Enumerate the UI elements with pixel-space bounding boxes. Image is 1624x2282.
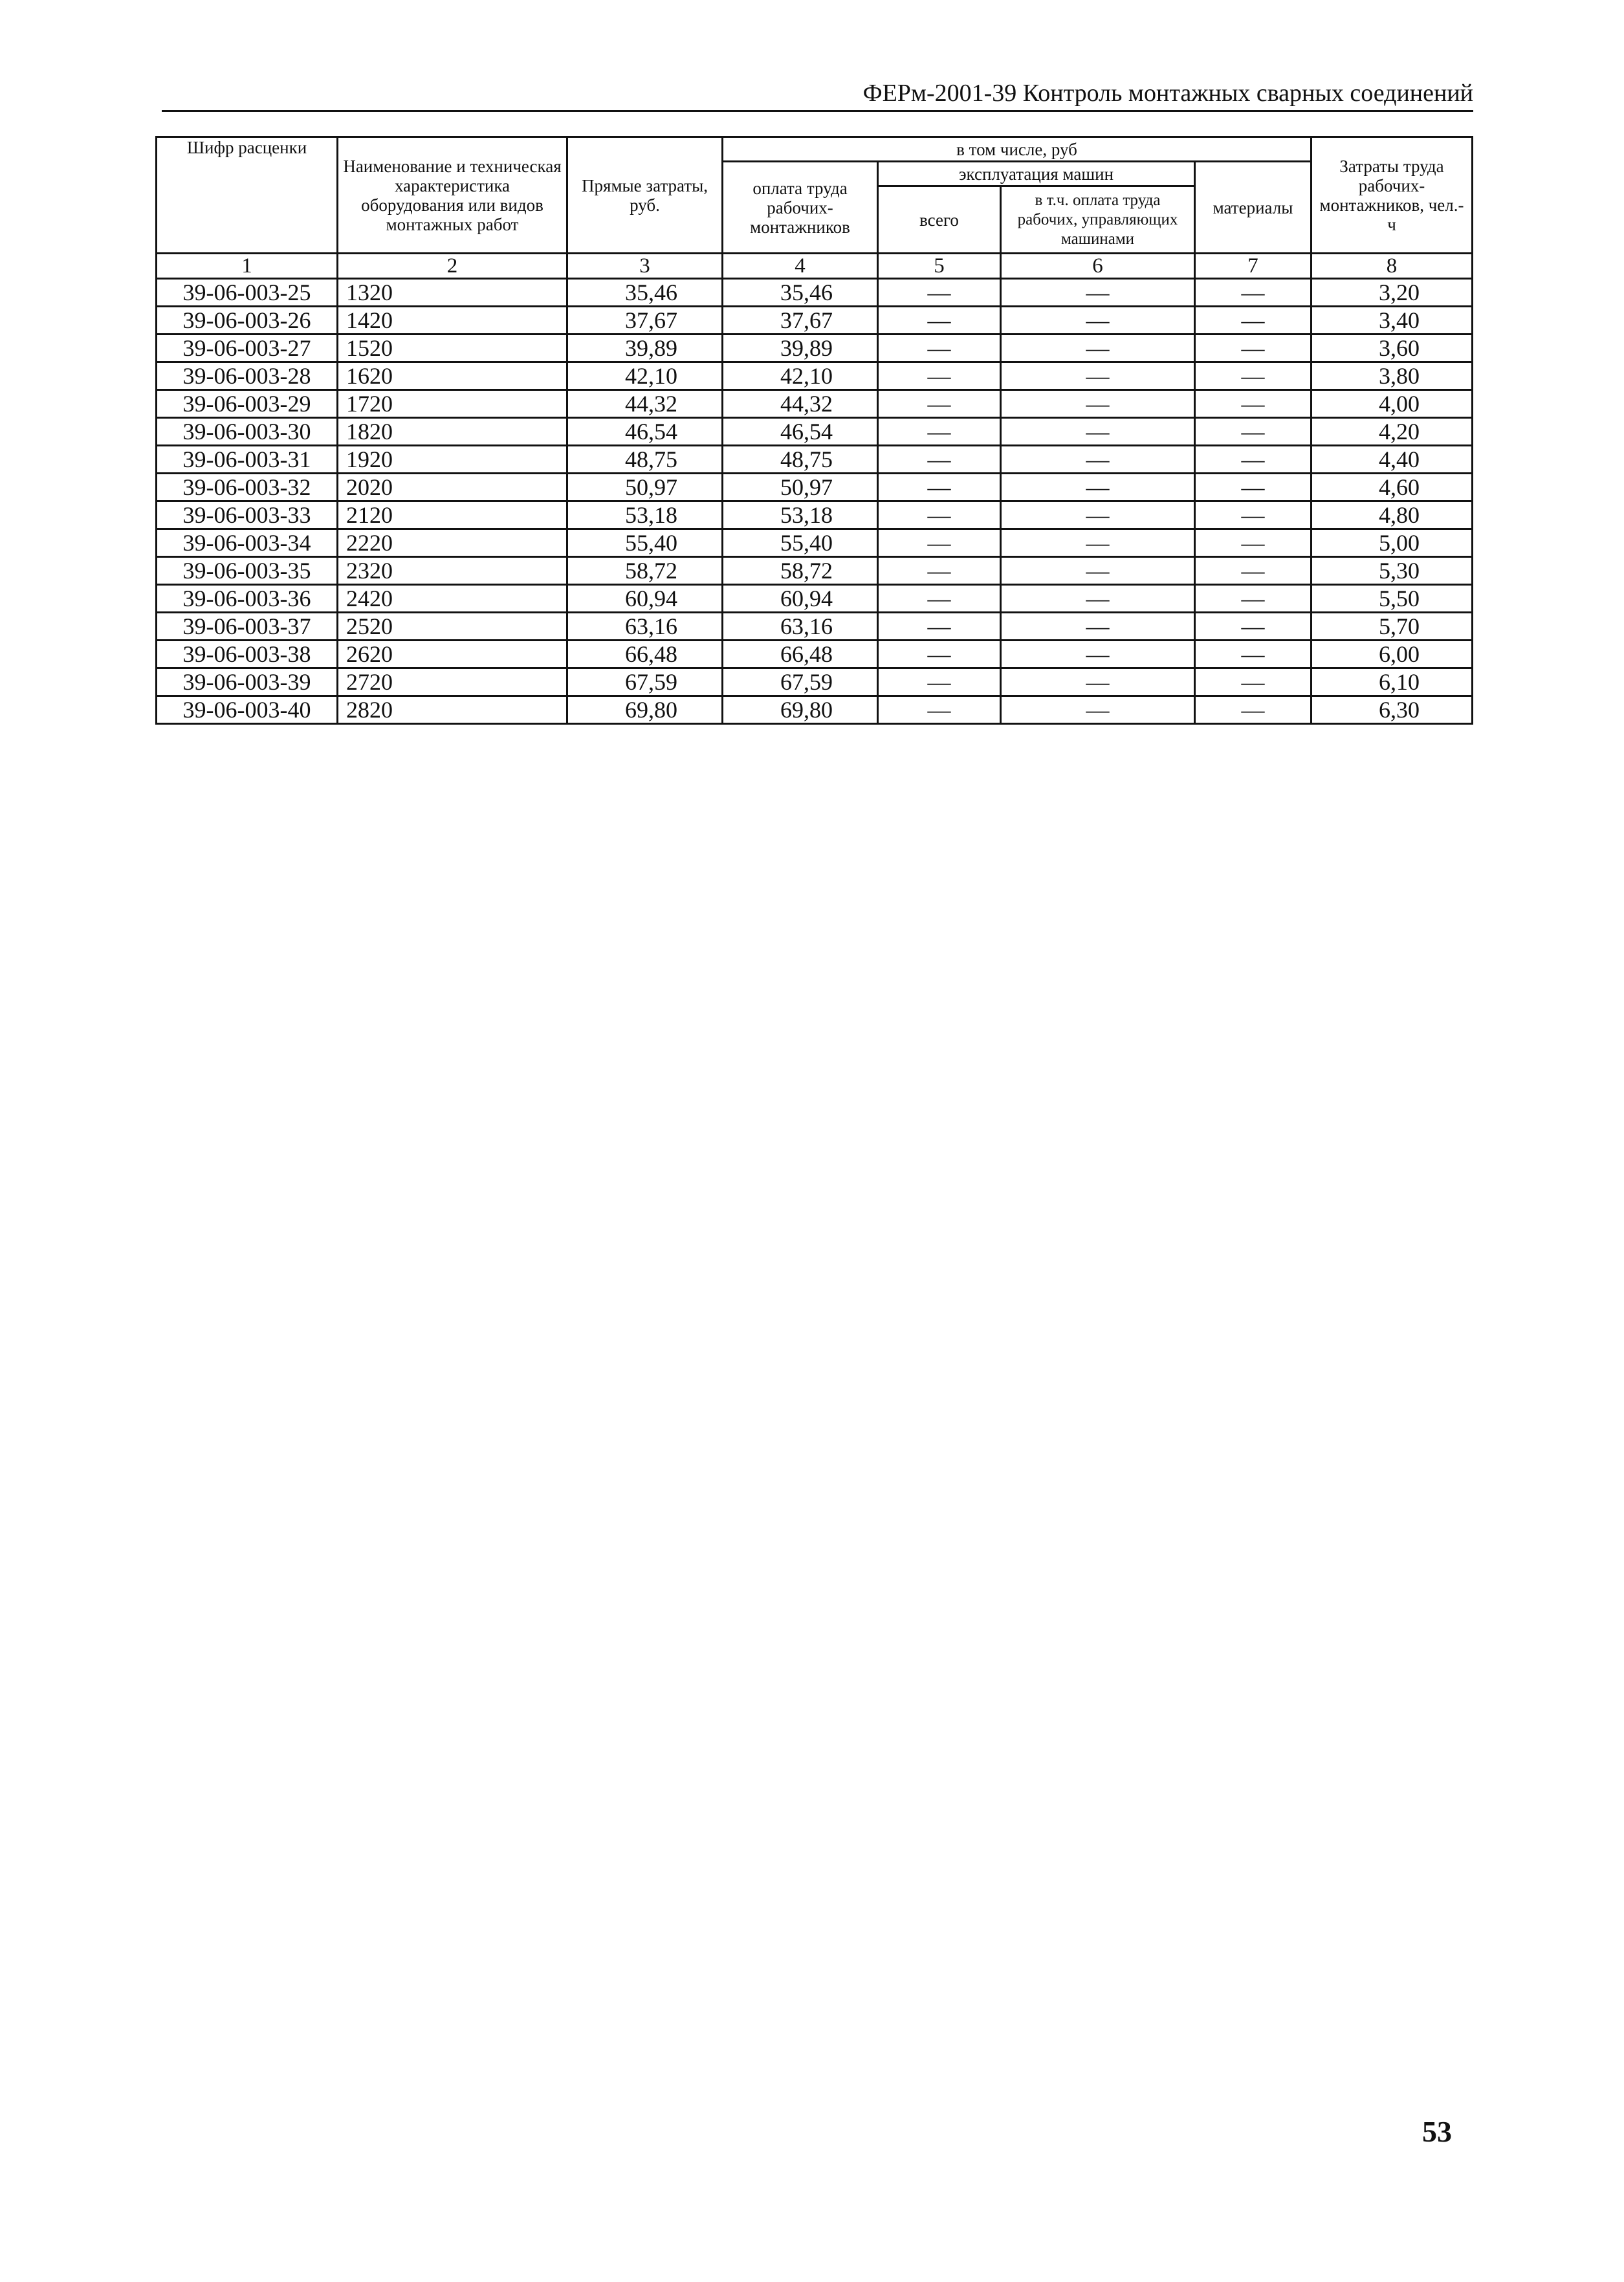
operator-wages-cell: — [1001, 501, 1195, 529]
rate-code-cell: 39-06-003-25 [157, 279, 338, 307]
rate-code-cell: 39-06-003-39 [157, 668, 338, 696]
labor-wages-cell: 48,75 [723, 446, 878, 474]
labor-wages-cell: 58,72 [723, 557, 878, 585]
table-row [157, 279, 1473, 307]
column-numbers-row [157, 254, 1473, 279]
operator-wages-cell: — [1001, 335, 1195, 362]
header-direct-costs: Прямые затраты, руб. [567, 137, 723, 254]
header-machines-total: всего [878, 186, 1001, 254]
table-row [157, 696, 1473, 724]
table-row [157, 390, 1473, 418]
labor-wages-cell: 37,67 [723, 307, 878, 335]
equipment-size-cell: 2520 [338, 613, 567, 641]
column-number: 8 [1311, 254, 1473, 279]
labor-hours-cell: 5,30 [1311, 557, 1473, 585]
machines-total-cell: — [878, 446, 1001, 474]
materials-cell: — [1195, 668, 1311, 696]
operator-wages-cell: — [1001, 696, 1195, 724]
labor-wages-cell: 67,59 [723, 668, 878, 696]
equipment-size-cell: 1720 [338, 390, 567, 418]
direct-costs-cell: 46,54 [567, 418, 723, 446]
direct-costs-cell: 66,48 [567, 641, 723, 668]
machines-total-cell: — [878, 335, 1001, 362]
labor-wages-cell: 55,40 [723, 529, 878, 557]
rate-code-cell: 39-06-003-35 [157, 557, 338, 585]
operator-wages-cell: — [1001, 446, 1195, 474]
labor-hours-cell: 5,50 [1311, 585, 1473, 613]
labor-hours-cell: 4,00 [1311, 390, 1473, 418]
header-name: Наименование и техническая характеристика оборудования или видов монтажных работ [338, 137, 567, 254]
machines-total-cell: — [878, 279, 1001, 307]
table-body [157, 279, 1473, 724]
table-row [157, 501, 1473, 529]
materials-cell: — [1195, 474, 1311, 501]
equipment-size-cell: 1520 [338, 335, 567, 362]
materials-cell: — [1195, 390, 1311, 418]
materials-cell: — [1195, 501, 1311, 529]
equipment-size-cell: 2820 [338, 696, 567, 724]
labor-wages-cell: 53,18 [723, 501, 878, 529]
direct-costs-cell: 67,59 [567, 668, 723, 696]
labor-wages-cell: 69,80 [723, 696, 878, 724]
table-row [157, 668, 1473, 696]
operator-wages-cell: — [1001, 279, 1195, 307]
rate-code-cell: 39-06-003-37 [157, 613, 338, 641]
equipment-size-cell: 1820 [338, 418, 567, 446]
operator-wages-cell: — [1001, 474, 1195, 501]
header-materials: материалы [1195, 162, 1311, 254]
labor-hours-cell: 4,80 [1311, 501, 1473, 529]
table-row [157, 307, 1473, 335]
equipment-size-cell: 1920 [338, 446, 567, 474]
direct-costs-cell: 42,10 [567, 362, 723, 390]
rate-code-cell: 39-06-003-26 [157, 307, 338, 335]
column-number: 4 [723, 254, 878, 279]
rate-code-cell: 39-06-003-34 [157, 529, 338, 557]
direct-costs-cell: 60,94 [567, 585, 723, 613]
column-number: 6 [1001, 254, 1195, 279]
table-row [157, 641, 1473, 668]
operator-wages-cell: — [1001, 641, 1195, 668]
operator-wages-cell: — [1001, 529, 1195, 557]
direct-costs-cell: 44,32 [567, 390, 723, 418]
direct-costs-cell: 39,89 [567, 335, 723, 362]
operator-wages-cell: — [1001, 668, 1195, 696]
labor-wages-cell: 42,10 [723, 362, 878, 390]
operator-wages-cell: — [1001, 613, 1195, 641]
equipment-size-cell: 2720 [338, 668, 567, 696]
header-code: Шифр расценки [157, 137, 338, 254]
table-row [157, 418, 1473, 446]
labor-wages-cell: 60,94 [723, 585, 878, 613]
materials-cell: — [1195, 696, 1311, 724]
labor-hours-cell: 6,10 [1311, 668, 1473, 696]
equipment-size-cell: 2220 [338, 529, 567, 557]
column-number: 1 [157, 254, 338, 279]
labor-hours-cell: 3,20 [1311, 279, 1473, 307]
column-number: 2 [338, 254, 567, 279]
rate-code-cell: 39-06-003-29 [157, 390, 338, 418]
running-head: ФЕРм-2001-39 Контроль монтажных сварных соединений [862, 80, 1473, 107]
machines-total-cell: — [878, 307, 1001, 335]
operator-wages-cell: — [1001, 557, 1195, 585]
labor-wages-cell: 35,46 [723, 279, 878, 307]
direct-costs-cell: 48,75 [567, 446, 723, 474]
labor-hours-cell: 5,70 [1311, 613, 1473, 641]
operator-wages-cell: — [1001, 585, 1195, 613]
direct-costs-cell: 69,80 [567, 696, 723, 724]
materials-cell: — [1195, 362, 1311, 390]
labor-hours-cell: 4,60 [1311, 474, 1473, 501]
equipment-size-cell: 2020 [338, 474, 567, 501]
materials-cell: — [1195, 307, 1311, 335]
materials-cell: — [1195, 613, 1311, 641]
column-number: 3 [567, 254, 723, 279]
materials-cell: — [1195, 335, 1311, 362]
page-number: 53 [1422, 2115, 1452, 2148]
materials-cell: — [1195, 279, 1311, 307]
rate-code-cell: 39-06-003-33 [157, 501, 338, 529]
rate-code-cell: 39-06-003-36 [157, 585, 338, 613]
direct-costs-cell: 35,46 [567, 279, 723, 307]
machines-total-cell: — [878, 474, 1001, 501]
table-row [157, 446, 1473, 474]
rate-code-cell: 39-06-003-38 [157, 641, 338, 668]
machines-total-cell: — [878, 418, 1001, 446]
operator-wages-cell: — [1001, 418, 1195, 446]
table-row [157, 362, 1473, 390]
equipment-size-cell: 2120 [338, 501, 567, 529]
equipment-size-cell: 1320 [338, 279, 567, 307]
labor-wages-cell: 66,48 [723, 641, 878, 668]
machines-total-cell: — [878, 668, 1001, 696]
rate-code-cell: 39-06-003-28 [157, 362, 338, 390]
direct-costs-cell: 37,67 [567, 307, 723, 335]
rate-code-cell: 39-06-003-31 [157, 446, 338, 474]
equipment-size-cell: 1620 [338, 362, 567, 390]
labor-wages-cell: 50,97 [723, 474, 878, 501]
operator-wages-cell: — [1001, 390, 1195, 418]
materials-cell: — [1195, 529, 1311, 557]
rates-table [155, 136, 1473, 725]
labor-wages-cell: 39,89 [723, 335, 878, 362]
labor-hours-cell: 4,40 [1311, 446, 1473, 474]
materials-cell: — [1195, 641, 1311, 668]
direct-costs-cell: 58,72 [567, 557, 723, 585]
labor-hours-cell: 3,80 [1311, 362, 1473, 390]
materials-cell: — [1195, 446, 1311, 474]
rate-code-cell: 39-06-003-30 [157, 418, 338, 446]
labor-hours-cell: 3,40 [1311, 307, 1473, 335]
header-machines: эксплуатация машин [878, 162, 1195, 186]
header-labor-wages: оплата труда рабочих-монтажников [723, 162, 878, 254]
direct-costs-cell: 53,18 [567, 501, 723, 529]
direct-costs-cell: 63,16 [567, 613, 723, 641]
table-row [157, 474, 1473, 501]
labor-hours-cell: 6,30 [1311, 696, 1473, 724]
direct-costs-cell: 50,97 [567, 474, 723, 501]
rate-code-cell: 39-06-003-32 [157, 474, 338, 501]
rate-code-cell: 39-06-003-27 [157, 335, 338, 362]
column-number: 7 [1195, 254, 1311, 279]
labor-hours-cell: 5,00 [1311, 529, 1473, 557]
rate-code-cell: 39-06-003-40 [157, 696, 338, 724]
equipment-size-cell: 2320 [338, 557, 567, 585]
operator-wages-cell: — [1001, 362, 1195, 390]
table-row [157, 529, 1473, 557]
table-row [157, 613, 1473, 641]
labor-hours-cell: 6,00 [1311, 641, 1473, 668]
equipment-size-cell: 1420 [338, 307, 567, 335]
materials-cell: — [1195, 557, 1311, 585]
labor-wages-cell: 46,54 [723, 418, 878, 446]
column-number: 5 [878, 254, 1001, 279]
equipment-size-cell: 2420 [338, 585, 567, 613]
operator-wages-cell: — [1001, 307, 1195, 335]
machines-total-cell: — [878, 641, 1001, 668]
materials-cell: — [1195, 585, 1311, 613]
machines-total-cell: — [878, 696, 1001, 724]
table-row [157, 557, 1473, 585]
machines-total-cell: — [878, 529, 1001, 557]
header-including: в том числе, руб [723, 137, 1311, 162]
materials-cell: — [1195, 418, 1311, 446]
labor-hours-cell: 4,20 [1311, 418, 1473, 446]
header-rule [162, 110, 1473, 112]
labor-wages-cell: 44,32 [723, 390, 878, 418]
machines-total-cell: — [878, 501, 1001, 529]
header-operator-wages: в т.ч. оплата труда рабочих, управляющих машинами [1001, 186, 1195, 254]
machines-total-cell: — [878, 362, 1001, 390]
equipment-size-cell: 2620 [338, 641, 567, 668]
table-row [157, 335, 1473, 362]
labor-hours-cell: 3,60 [1311, 335, 1473, 362]
direct-costs-cell: 55,40 [567, 529, 723, 557]
machines-total-cell: — [878, 557, 1001, 585]
machines-total-cell: — [878, 613, 1001, 641]
machines-total-cell: — [878, 585, 1001, 613]
header-labor-hours: Затраты труда рабочих-монтажников, чел.-ч [1311, 137, 1473, 254]
labor-wages-cell: 63,16 [723, 613, 878, 641]
machines-total-cell: — [878, 390, 1001, 418]
table-row [157, 585, 1473, 613]
